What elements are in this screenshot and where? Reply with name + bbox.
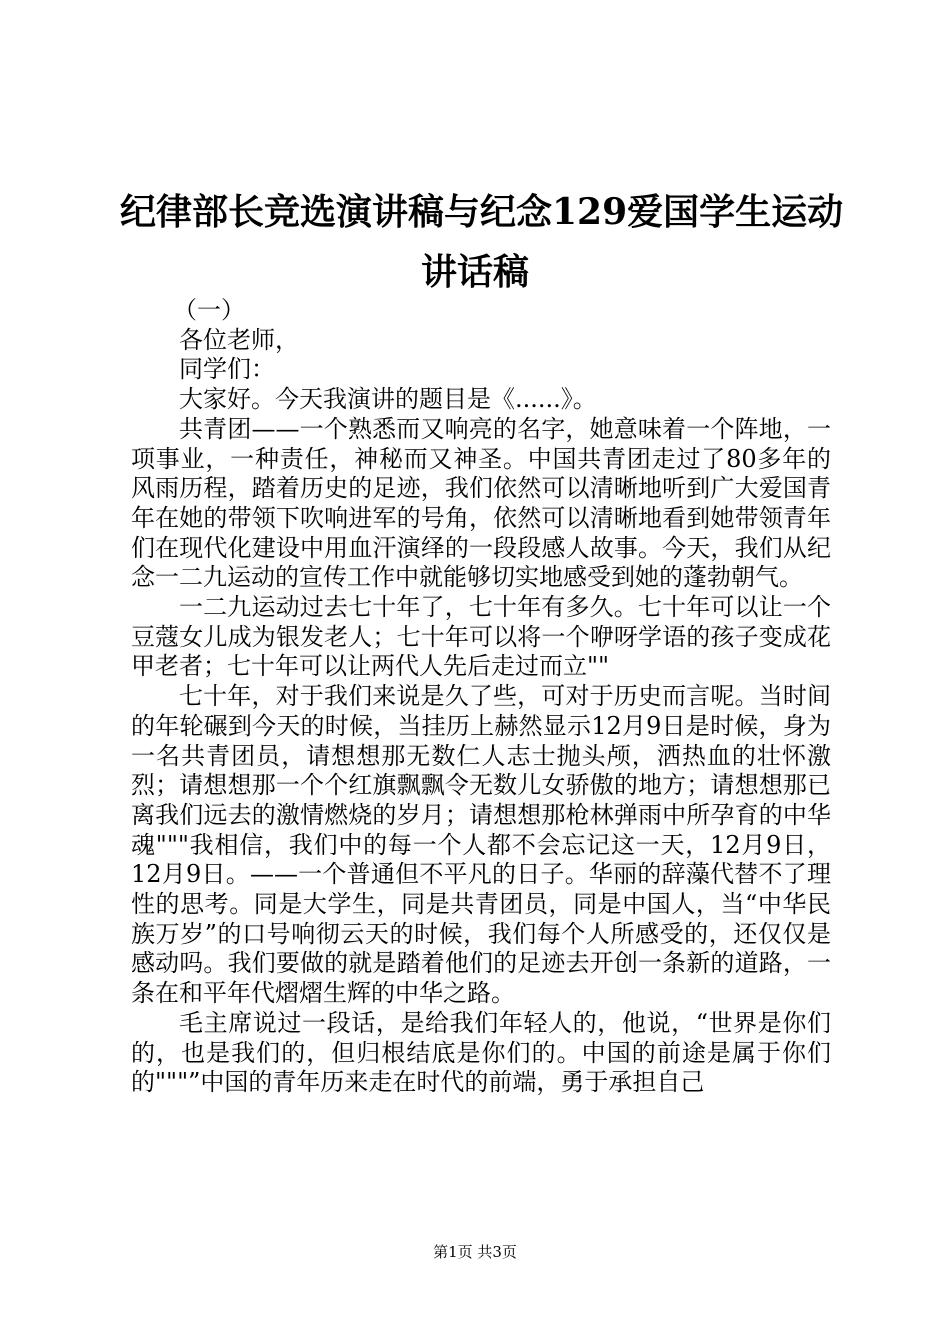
paragraph-youth-league: 共青团——一个熟悉而又响亮的名字，她意味着一个阵地，一项事业，一种责任，神秘而又神圣。中国共青团走过了80多年的风雨历程，踏着历史的足迹，我们依然可以清晰地听到广大爱国青年在她的带领下吹响进军的号角，依然可以清晰地看到她带领青年们在现代化建设中用血汗演绎的一段段感人故事。今天，我们从纪念一二九运动的宣传工作中就能够切实地感受到她的蓬勃朝气。 (131, 414, 831, 592)
paragraph-chairman-mao: 毛主席说过一段话，是给我们年轻人的，他说，“世界是你们的，也是我们的，但归根结底是你们的。中国的前途是属于你们的"""”中国的青年历来走在时代的前端，勇于承担自己 (131, 1008, 831, 1097)
salutation-students: 同学们： (179, 355, 275, 384)
paragraph-seventy-years: 一二九运动过去七十年了，七十年有多久。七十年可以让一个豆蔻女儿成为银发老人；七十年可以将一个咿呀学语的孩子变成花甲老者；七十年可以让两代人先后走过而立"" (131, 593, 831, 681)
document-body (131, 296, 831, 1098)
greeting-paragraph: 大家好。今天我演讲的题目是《......》。 (179, 385, 597, 414)
salutation-teachers: 各位老师， (179, 325, 299, 354)
page-footer: 第1页 共3页 (433, 1243, 517, 1261)
paragraph-december-ninth: 七十年，对于我们来说是久了些，可对于历史而言呢。当时间的年轮碾到今天的时候，当挂历上赫然显示12月9日是时候，身为一名共青团员，请想想那无数仁人志士抛头颅，洒热血的壮怀激烈；请想想那一个个红旗飘飘令无数儿女骄傲的地方；请想想那已离我们远去的激情燃烧的岁月；请想想那枪林弹雨中所孕育的中华魂"""我相信，我们中的每一个人都不会忘记这一天，12月9日，12月9日。——一个普通但不平凡的日子。华丽的辞藻代替不了理性的思考。同是大学生，同是共青团员，同是中国人，当“中华民族万岁”的口号响彻云天的时候，我们每个人所感受的，还仅仅是感动吗。我们要做的就是踏着他们的足迹去开创一条新的道路，一条在和平年代熠熠生辉的中华之路。 (131, 682, 831, 1008)
document-title (120, 182, 844, 302)
title-line-2: 讲话稿 (420, 251, 529, 293)
section-number: （一） (173, 296, 245, 324)
title-line-1: 纪律部长竞选演讲稿与纪念129爱国学生运动 (120, 191, 844, 233)
